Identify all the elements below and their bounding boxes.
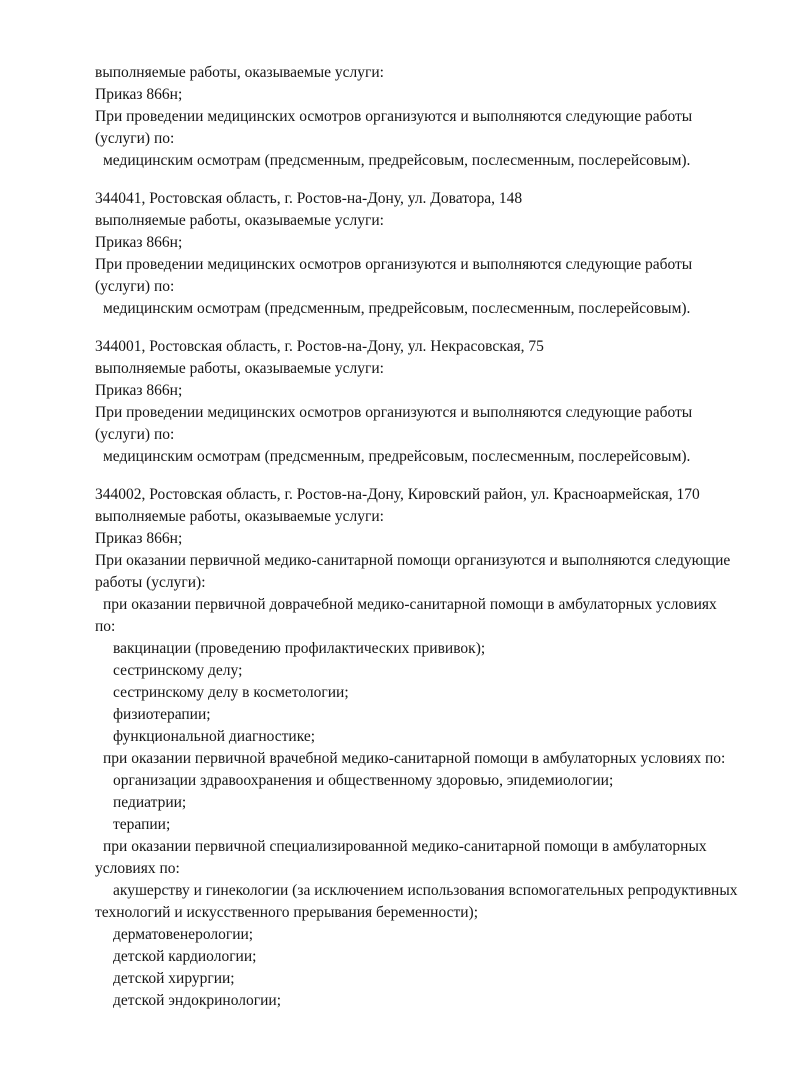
document-line: организации здравоохранения и общественному здоровью, эпидемиологии;: [113, 772, 614, 789]
document-line: При проведении медицинских осмотров организуются и выполняются следующие работы: [95, 256, 693, 273]
document-line: вакцинации (проведению профилактических прививок);: [113, 640, 486, 657]
document-line: при оказании первичной специализированной медико-санитарной помощи в амбулаторных: [103, 838, 707, 855]
document-line: медицинским осмотрам (предсменным, предрейсовым, послесменным, послерейсовым).: [103, 152, 691, 169]
document-line: функциональной диагностике;: [113, 728, 316, 745]
document-line: Приказ 866н;: [95, 382, 183, 399]
document-line: 344002, Ростовская область, г. Ростов-на-Дону, Кировский район, ул. Красноармейская, 170: [95, 486, 700, 503]
document-line: детской хирургии;: [113, 970, 235, 987]
document-line: Приказ 866н;: [95, 86, 183, 103]
document-line: При оказании первичной медико-санитарной помощи организуются и выполняются следующие: [95, 552, 731, 569]
document-line: медицинским осмотрам (предсменным, предрейсовым, послесменным, послерейсовым).: [103, 300, 691, 317]
document-line: детской эндокринологии;: [113, 992, 282, 1009]
document-line: При проведении медицинских осмотров организуются и выполняются следующие работы: [95, 108, 693, 125]
document-line: по:: [95, 618, 116, 635]
document-line: выполняемые работы, оказываемые услуги:: [95, 64, 384, 81]
document-body: [95, 62, 772, 1012]
document-line: Приказ 866н;: [95, 530, 183, 547]
document-line: условиях по:: [95, 860, 180, 877]
document-line: медицинским осмотрам (предсменным, предрейсовым, послесменным, послерейсовым).: [103, 448, 691, 465]
document-line: физиотерапии;: [113, 706, 211, 723]
document-line: сестринскому делу;: [113, 662, 243, 679]
document-line: педиатрии;: [113, 794, 187, 811]
document-line: дерматовенерологии;: [113, 926, 254, 943]
document-line: 344041, Ростовская область, г. Ростов-на-Дону, ул. Доватора, 148: [95, 190, 523, 207]
blank-line: [95, 320, 772, 336]
document-line: акушерству и гинекологии (за исключением использования вспомогательных репродуктивных: [113, 882, 738, 899]
document-line: (услуги) по:: [95, 130, 175, 147]
document-line: при оказании первичной врачебной медико-санитарной помощи в амбулаторных условиях по:: [103, 750, 726, 767]
document-line: выполняемые работы, оказываемые услуги:: [95, 508, 384, 525]
document-line: Приказ 866н;: [95, 234, 183, 251]
blank-line: [95, 468, 772, 484]
document-line: сестринскому делу в косметологии;: [113, 684, 349, 701]
document-line: (услуги) по:: [95, 426, 175, 443]
document-line: работы (услуги):: [95, 574, 206, 591]
document-line: 344001, Ростовская область, г. Ростов-на-Дону, ул. Некрасовская, 75: [95, 338, 544, 355]
document-line: при оказании первичной доврачебной медико-санитарной помощи в амбулаторных условиях: [103, 596, 717, 613]
blank-line: [95, 172, 772, 188]
document-line: терапии;: [113, 816, 171, 833]
document-line: При проведении медицинских осмотров организуются и выполняются следующие работы: [95, 404, 693, 421]
document-line: технологий и искусственного прерывания беременности);: [95, 904, 479, 921]
document-line: выполняемые работы, оказываемые услуги:: [95, 360, 384, 377]
document-line: выполняемые работы, оказываемые услуги:: [95, 212, 384, 229]
document-line: детской кардиологии;: [113, 948, 257, 965]
document-line: (услуги) по:: [95, 278, 175, 295]
